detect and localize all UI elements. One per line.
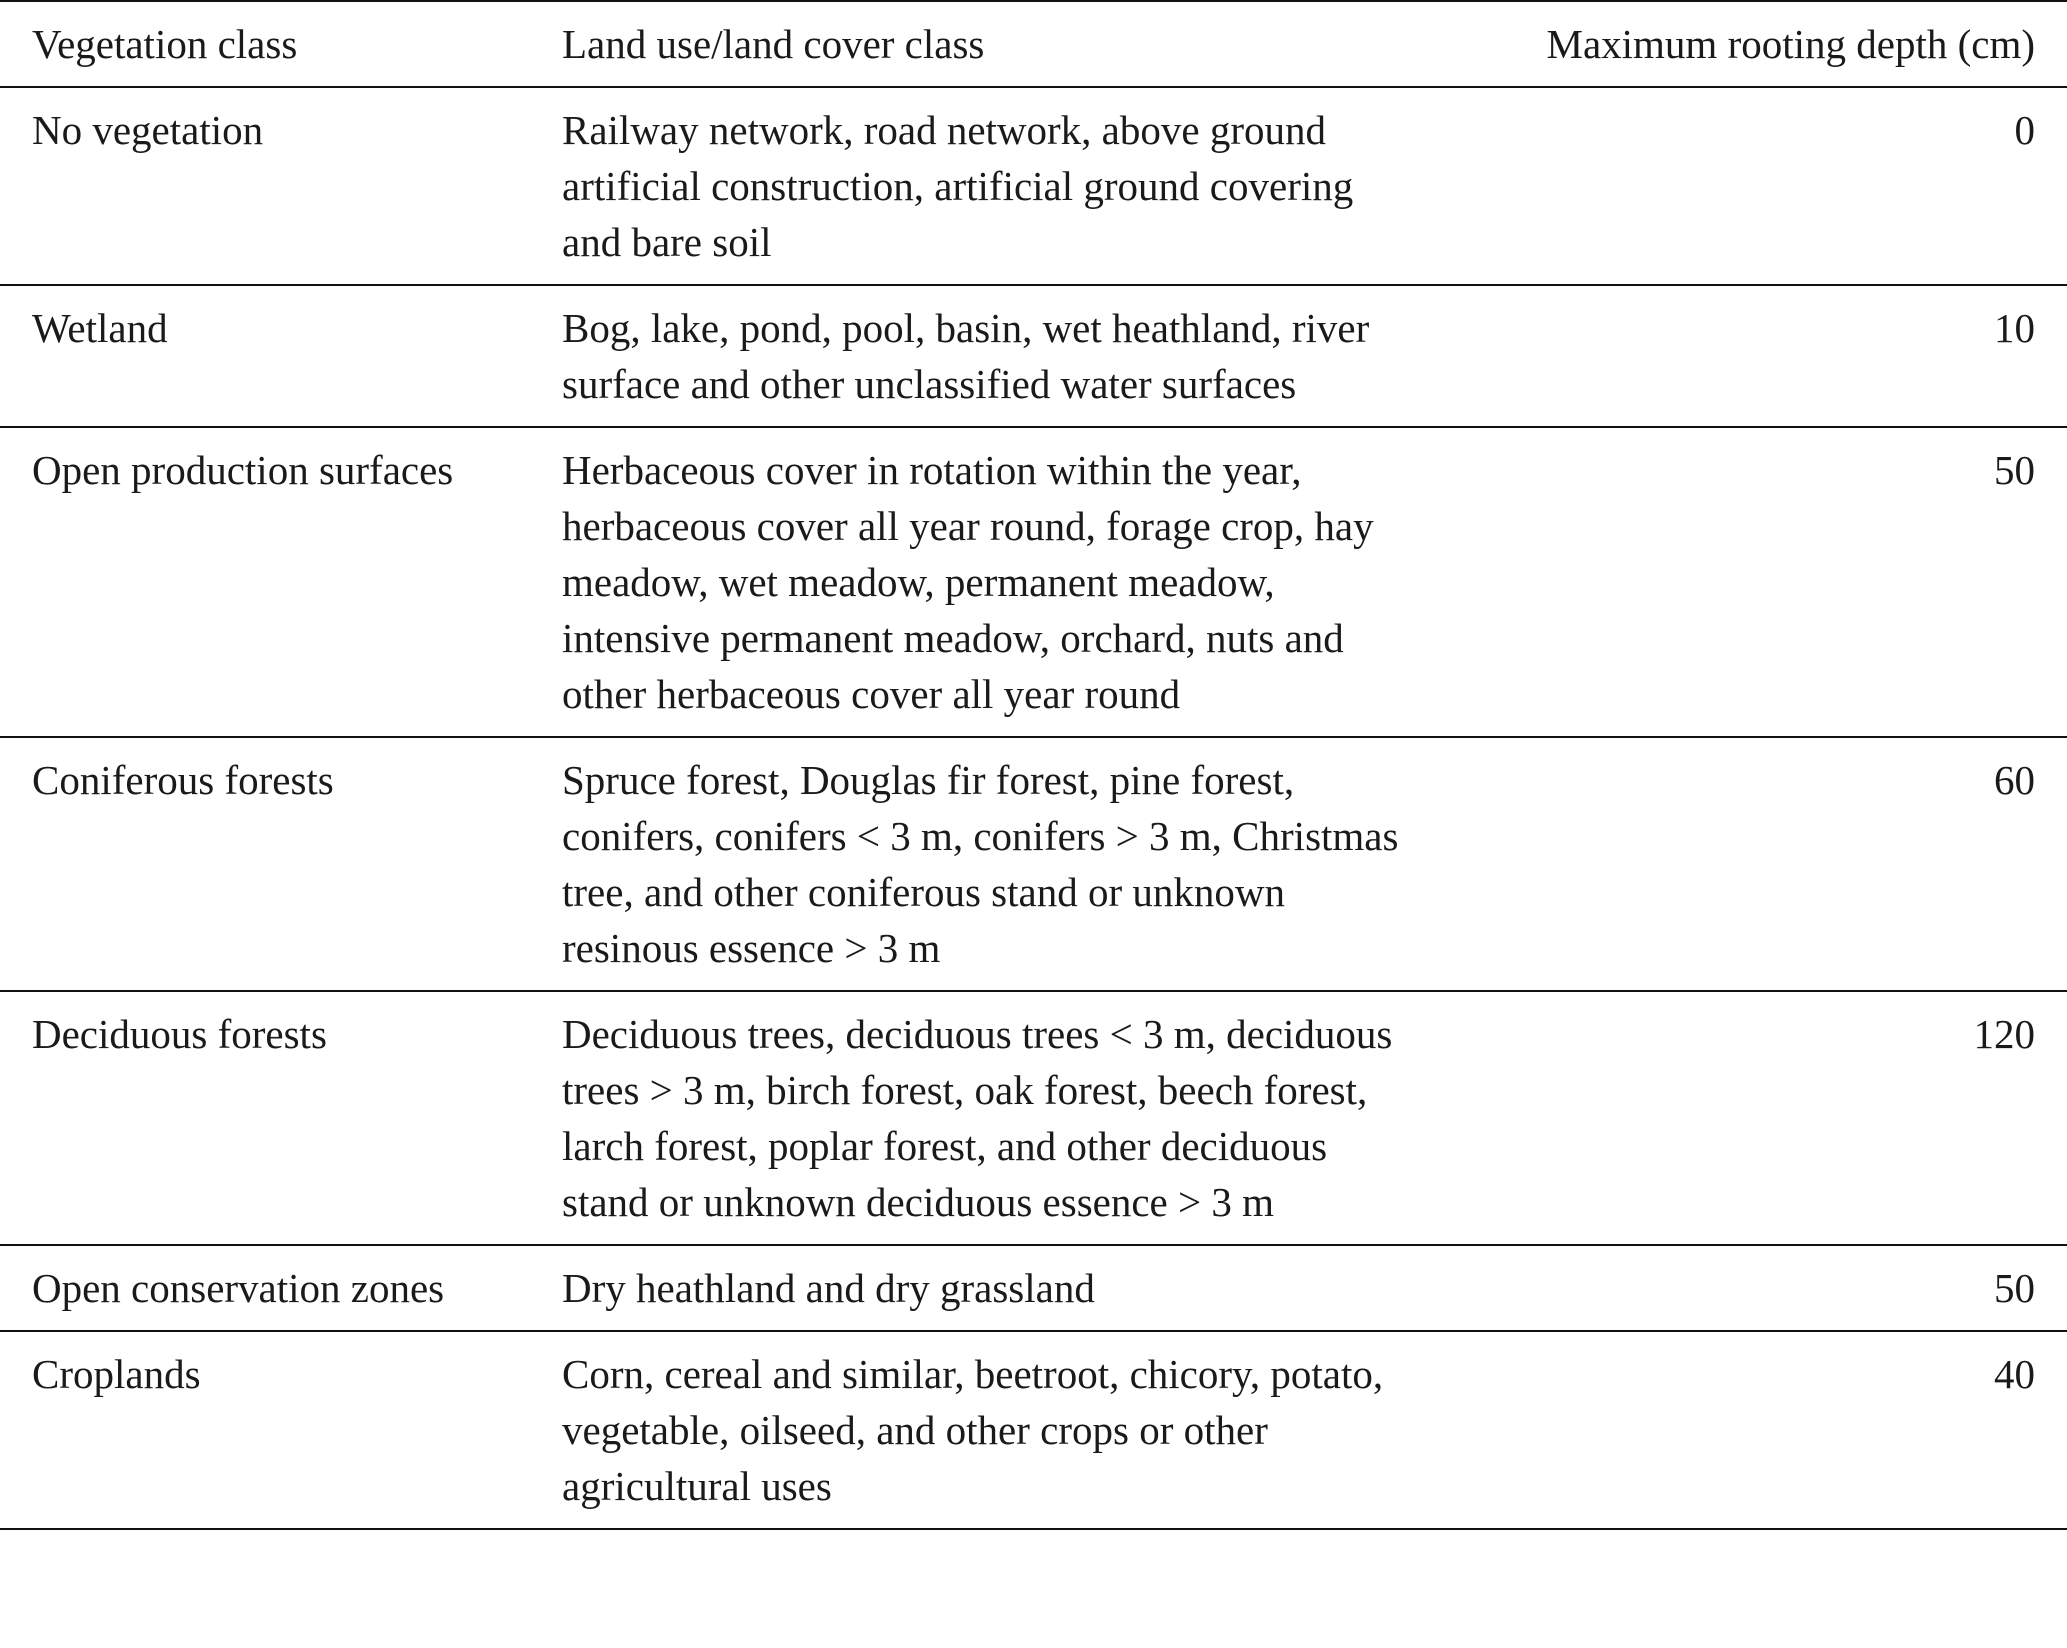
rooting-depth-cell: 50 xyxy=(1994,447,2035,493)
header-max-rooting-depth: Maximum rooting depth (cm) xyxy=(1546,21,2035,67)
vegetation-class-cell: Deciduous forests xyxy=(32,1011,327,1057)
rooting-depth-cell: 50 xyxy=(1994,1265,2035,1311)
vegetation-class-cell: Wetland xyxy=(32,305,168,351)
rooting-depth-cell: 10 xyxy=(1994,305,2035,351)
header-row xyxy=(0,1,2067,87)
land-use-cell: Corn, cereal and similar, beetroot, chicory, potato, vegetable, oilseed, and other crops or other agricultural uses xyxy=(562,1351,1384,1509)
rooting-depth-cell: 120 xyxy=(1973,1011,2035,1057)
land-use-cell: Railway network, road network, above ground artificial construction, artificial ground covering and bare soil xyxy=(562,107,1354,265)
table-row xyxy=(0,427,2067,737)
vegetation-class-cell: Coniferous forests xyxy=(32,757,334,803)
land-use-cell: Spruce forest, Douglas fir forest, pine forest, conifers, conifers < 3 m, conifers > 3 m, Christmas tree, and other coniferous stand or unknown resinous essence > 3 m xyxy=(562,757,1399,971)
table-header xyxy=(0,1,2067,87)
table-row xyxy=(0,1331,2067,1529)
vegetation-class-cell: Open conservation zones xyxy=(32,1265,445,1311)
table-row xyxy=(0,1245,2067,1331)
rooting-depth-cell: 0 xyxy=(2014,107,2035,153)
table-row xyxy=(0,737,2067,991)
table-row xyxy=(0,87,2067,285)
header-vegetation-class: Vegetation class xyxy=(32,21,298,67)
land-use-cell: Deciduous trees, deciduous trees < 3 m, deciduous trees > 3 m, birch forest, oak forest, beech forest, larch forest, poplar forest, and other deciduous stand or unknown deciduous essence > 3 m xyxy=(562,1011,1393,1225)
vegetation-class-cell: Croplands xyxy=(32,1351,201,1397)
table-row xyxy=(0,991,2067,1245)
land-use-cell: Dry heathland and dry grassland xyxy=(562,1265,1095,1311)
rooting-depth-cell: 60 xyxy=(1994,757,2035,803)
vegetation-class-cell: No vegetation xyxy=(32,107,264,153)
header-land-use-class: Land use/land cover class xyxy=(562,21,985,67)
table-body xyxy=(0,87,2067,1529)
land-use-cell: Herbaceous cover in rotation within the year, herbaceous cover all year round, forage crop, hay meadow, wet meadow, permanent meadow, intensive permanent meadow, orchard, nuts and other herbaceous cover all year round xyxy=(562,447,1374,717)
rooting-depth-cell: 40 xyxy=(1994,1351,2035,1397)
table-row xyxy=(0,285,2067,427)
land-use-cell: Bog, lake, pond, pool, basin, wet heathland, river surface and other unclassified water surfaces xyxy=(562,305,1370,407)
vegetation-class-cell: Open production surfaces xyxy=(32,447,454,493)
